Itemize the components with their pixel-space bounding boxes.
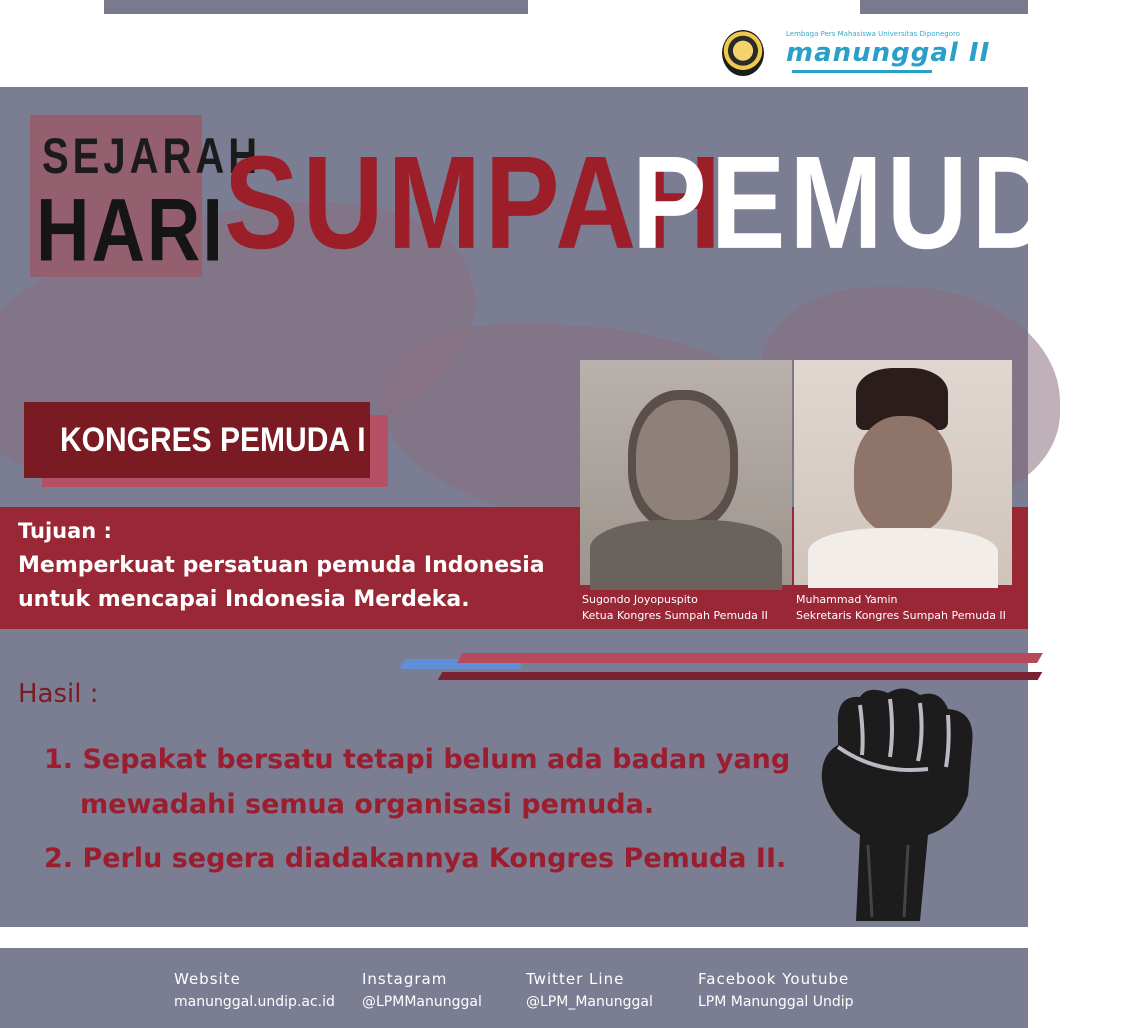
stripe-pink	[457, 653, 1043, 663]
portrait-sugondo	[580, 360, 792, 585]
footer-facebook-link[interactable]: LPM Manunggal Undip	[698, 994, 854, 1010]
portrait-yamin	[794, 360, 1012, 585]
university-seal-icon	[722, 30, 764, 76]
portrait-shoulders	[590, 520, 782, 590]
raised-fist-icon	[808, 685, 988, 925]
caption-role-2: Sekretaris Kongres Sumpah Pemuda II	[796, 609, 1006, 622]
top-bar-right	[860, 0, 1028, 14]
footer-twitter	[526, 970, 653, 1010]
title-hari: HARI	[36, 180, 225, 280]
portrait-face	[854, 416, 952, 534]
title-sumpah: SUMPAH	[224, 128, 726, 277]
tujuan-label: Tujuan :	[18, 519, 112, 543]
manunggal-logo	[786, 30, 991, 76]
logo-underline	[792, 70, 932, 73]
tujuan-line-2: untuk mencapai Indonesia Merdeka.	[18, 587, 470, 612]
caption-role-1: Ketua Kongres Sumpah Pemuda II	[582, 609, 768, 622]
footer-facebook-label: Facebook Youtube	[698, 970, 850, 988]
poster-body	[0, 87, 1141, 927]
logo-subtitle: Lembaga Pers Mahasiswa Universitas Diponegoro	[786, 30, 961, 38]
portrait-face-highlight	[636, 400, 730, 520]
footer	[0, 948, 1028, 1028]
hasil-item-1: 1. Sepakat bersatu tetapi belum ada badan yang	[44, 744, 791, 775]
footer-website	[174, 970, 335, 1010]
caption-name-2: Muhammad Yamin	[796, 593, 898, 606]
footer-twitter-link[interactable]: @LPM_Manunggal	[526, 994, 653, 1010]
footer-instagram-link[interactable]: @LPMManunggal	[362, 994, 482, 1010]
footer-separator	[0, 927, 1028, 948]
footer-facebook	[698, 970, 854, 1010]
footer-twitter-label: Twitter Line	[526, 970, 625, 988]
footer-instagram	[362, 970, 482, 1010]
footer-instagram-label: Instagram	[362, 970, 448, 988]
title-pemuda: PEMUDA	[632, 128, 1141, 277]
footer-website-label: Website	[174, 970, 241, 988]
portrait-shoulders	[808, 528, 998, 588]
tujuan-line-1: Memperkuat persatuan pemuda Indonesia	[18, 553, 545, 578]
title-sejarah: SEJARAH	[42, 129, 262, 184]
stripe-dark	[438, 672, 1043, 680]
top-bar-left	[104, 0, 528, 14]
hasil-item-1-cont: mewadahi semua organisasi pemuda.	[80, 789, 655, 820]
caption-name-1: Sugondo Joyopuspito	[582, 593, 698, 606]
section-title: KONGRES PEMUDA I	[60, 421, 366, 459]
hasil-label: Hasil :	[18, 679, 99, 709]
logo-wordmark: manunggal II	[786, 38, 991, 68]
footer-website-link[interactable]: manunggal.undip.ac.id	[174, 994, 335, 1010]
hasil-item-2: 2. Perlu segera diadakannya Kongres Pemuda II.	[44, 843, 787, 874]
